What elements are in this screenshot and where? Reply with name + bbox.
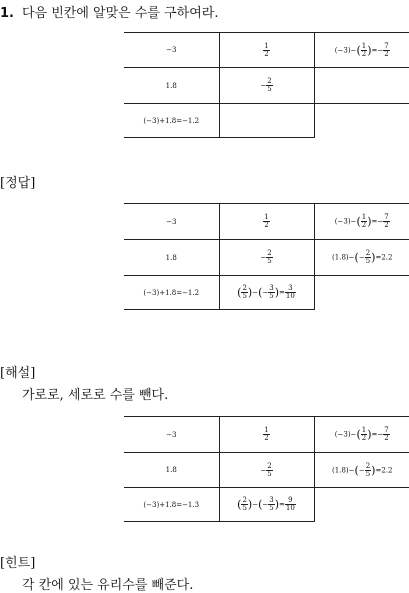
table-cell: 1.8 [124, 240, 219, 276]
table-row [124, 276, 409, 310]
table-cell: $\frac{1}{2}$ [219, 204, 314, 240]
table-cell: ( $\frac{2}{5}$ )−(− $\frac{3}{5}$ )= $\frac{9}{10}$ [219, 488, 314, 522]
table-cell: (−3)+1.8=−1.3 [124, 488, 219, 522]
table-cell: −3 [124, 417, 219, 453]
explanation-heading: [해설] [0, 366, 36, 381]
table-cell: 1.8 [124, 453, 219, 488]
question-text: 다음 빈칸에 알맞은 수를 구하여라. [21, 6, 219, 21]
question-table [124, 32, 409, 138]
answer-table [124, 203, 409, 310]
table-cell: − $\frac{2}{5}$ [219, 68, 314, 104]
table-cell: (1.8)−(− $\frac{2}{5}$ )=2.2 [314, 240, 409, 276]
hint-text: 각 칸에 있는 유리수를 빼준다. [22, 578, 194, 593]
table-cell: (−3)−( $\frac{1}{2}$ )=− $\frac{7}{2}$ [314, 33, 409, 68]
table-cell: (1.8)−(− $\frac{2}{5}$ )=2.2 [314, 453, 409, 488]
table-cell [314, 68, 409, 104]
table-cell [219, 33, 314, 68]
table-cell: −3 [124, 204, 219, 240]
table-cell: −3 [124, 33, 219, 68]
question-number: 1. [0, 6, 14, 21]
table-cell: (−3)−( $\frac{1}{2}$ )=− $\frac{7}{2}$ [314, 204, 409, 240]
fraction: $\frac{1}{2}$ [264, 41, 269, 58]
table-cell [219, 104, 314, 138]
table-row [124, 104, 409, 138]
table-cell: (−3)−( $\frac{1}{2}$ )=− $\frac{7}{2}$ [314, 417, 409, 453]
table-row [124, 68, 409, 104]
table-row [124, 240, 409, 276]
table-row [124, 33, 409, 68]
explanation-text: 가로로, 세로로 수를 뺀다. [22, 388, 169, 403]
table-cell: 1.8 [124, 68, 219, 104]
table-row [124, 453, 409, 488]
table-row [124, 417, 409, 453]
table-cell: − $\frac{2}{5}$ [219, 453, 314, 488]
table-cell: (−3)+1.8=−1.2 [124, 276, 219, 310]
table-cell: ( $\frac{2}{5}$ )−(− $\frac{3}{5}$ )= $\frac{3}{10}$ [219, 276, 314, 310]
hint-heading: [힌트] [0, 556, 36, 571]
question-line [0, 2, 218, 21]
answer-heading: [정답] [0, 176, 36, 191]
table-cell: − $\frac{2}{5}$ [219, 240, 314, 276]
table-cell: $\frac{1}{2}$ [219, 417, 314, 453]
explanation-table [124, 416, 409, 522]
table-row [124, 488, 409, 522]
table-cell: (−3)+1.8=−1.2 [124, 104, 219, 138]
table-row [124, 204, 409, 240]
